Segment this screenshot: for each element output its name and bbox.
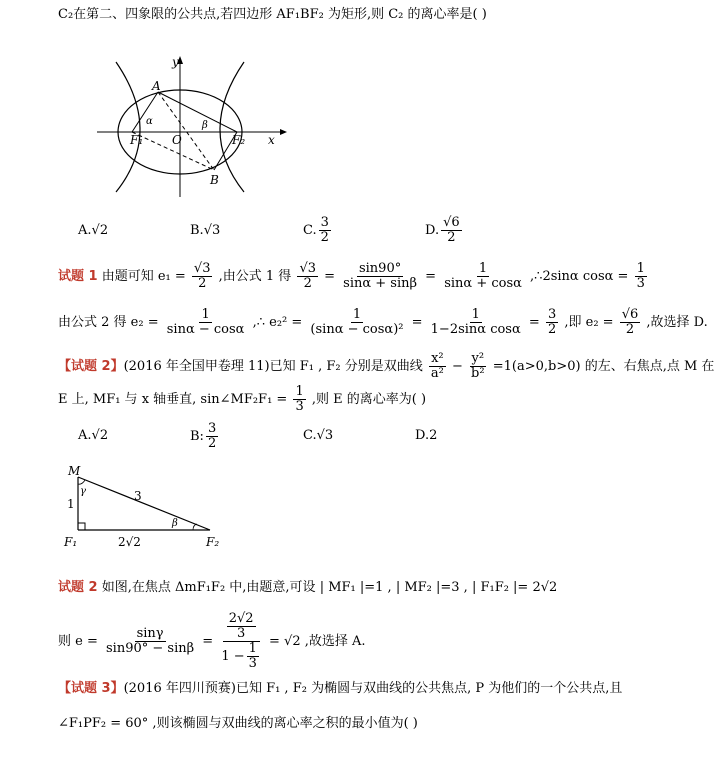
sol1-line2: 由公式 2 得 e₂ = $\frac{1}{\sin\alpha - \cos\alpha}$ ,∴ e₂² = $\frac{1}{\text{(sinα − cosα)²}}$ = $\frac{1}{\text{1−2sinα cosα}}$ = $\frac{3}{2}$ ,即 e₂ = $\frac{√6}{2}$ ,故选择 D. xyxy=(58,307,708,337)
fig2-label-m: M xyxy=(68,464,81,478)
sol2-line1: 试题 2 如图,在焦点 ΔmF₁F₂ 中,由题意,可设 | MF₁ |=1 , | MF₂ |=3 , | F₁F₂ |= 2√2 xyxy=(58,580,558,595)
sol1-tag: 试题 1 xyxy=(58,269,98,284)
fig1-label-beta: β xyxy=(202,120,208,131)
fig2-label-hyp: 3 xyxy=(134,489,142,503)
q2-option-a: A.√2 xyxy=(78,428,109,443)
figure-ellipse-hyperbola xyxy=(92,52,292,197)
q1-option-c: C. $\frac{3}{2}$ xyxy=(303,215,329,245)
q3-tag: 【试题 3】 xyxy=(58,681,124,696)
sol2-line2: 则 e = $\frac{\sin\gamma}{\sin 90^\circ - \sin\beta}$ = $\frac{2√2}{3}$ 1 − $\frac{1}{3}$ = √2 ,故选择 A. xyxy=(58,611,366,671)
q1-option-a: A.√2 xyxy=(78,223,109,238)
q1-stem: C₂在第二、四象限的公共点,若四边形 AF₁BF₂ 为矩形,则 C₂ 的离心率是( ) xyxy=(58,7,487,22)
fig1-label-f1: F₁ xyxy=(130,133,144,147)
q3-line2: ∠F₁PF₂ = 60° ,则该椭圆与双曲线的离心率之积的最小值为( ) xyxy=(58,716,418,731)
fig1-label-y: y xyxy=(172,55,179,69)
q2-option-d: D.2 xyxy=(415,428,438,443)
q3-line1: 【试题 3】(2016 年四川预赛)已知 F₁ , F₂ 为椭圆与双曲线的公共焦点, P 为他们的一个公共点,且 xyxy=(58,681,623,696)
figure-right-triangle xyxy=(60,462,235,554)
q2-line2: E 上, MF₁ 与 x 轴垂直, sin∠MF₂F₁ = $\frac{1}{3}$ ,则 E 的离心率为( ) xyxy=(58,384,427,414)
q2-option-b: B: $\frac{3}{2}$ xyxy=(190,421,217,451)
fig1-label-alpha: α xyxy=(146,116,153,127)
fig1-label-x: x xyxy=(268,133,275,147)
fig2-label-f2: F₂ xyxy=(206,535,220,549)
fig2-label-gamma: γ xyxy=(80,486,86,497)
fig2-label-f1: F₁ xyxy=(64,535,78,549)
q2-option-c: C.√3 xyxy=(303,428,334,443)
q1-option-d: D. $\frac{√6}{2}$ xyxy=(425,215,460,245)
fig1-label-b: B xyxy=(210,173,219,187)
q2-tag: 【试题 2】 xyxy=(58,359,124,374)
fig1-label-a: A xyxy=(152,79,161,93)
q2-line1: 【试题 2】(2016 年全国甲卷理 11)已知 F₁ , F₂ 分别是双曲线 $\frac{\text{x²}}{\text{a²}}$ − $\frac{\text{y²}}{\text{b²}}$ =1(a>0,b>0) 的左、右焦点,点 M 在 xyxy=(58,351,714,381)
fig2-label-side-left: 1 xyxy=(67,497,75,511)
q1-option-b: B.√3 xyxy=(190,223,221,238)
fig1-label-o: O xyxy=(172,133,182,147)
fig2-label-base: 2√2 xyxy=(118,535,141,549)
fig2-label-beta: β xyxy=(172,518,178,529)
sol1-line1: 试题 1 由题可知 e₁ = $\frac{√3}{2}$ ,由公式 1 得 $\frac{√3}{2}$ = $\frac{\sin 90^\circ}{\sin\alpha + \sin\beta}$ = $\frac{1}{\sin\alpha + \cos\alpha}$ ,∴2sinα cosα = $\frac{1}{3}$ xyxy=(58,261,645,291)
sol2-tag: 试题 2 xyxy=(58,580,98,595)
fig1-label-f2: F₂ xyxy=(232,133,246,147)
